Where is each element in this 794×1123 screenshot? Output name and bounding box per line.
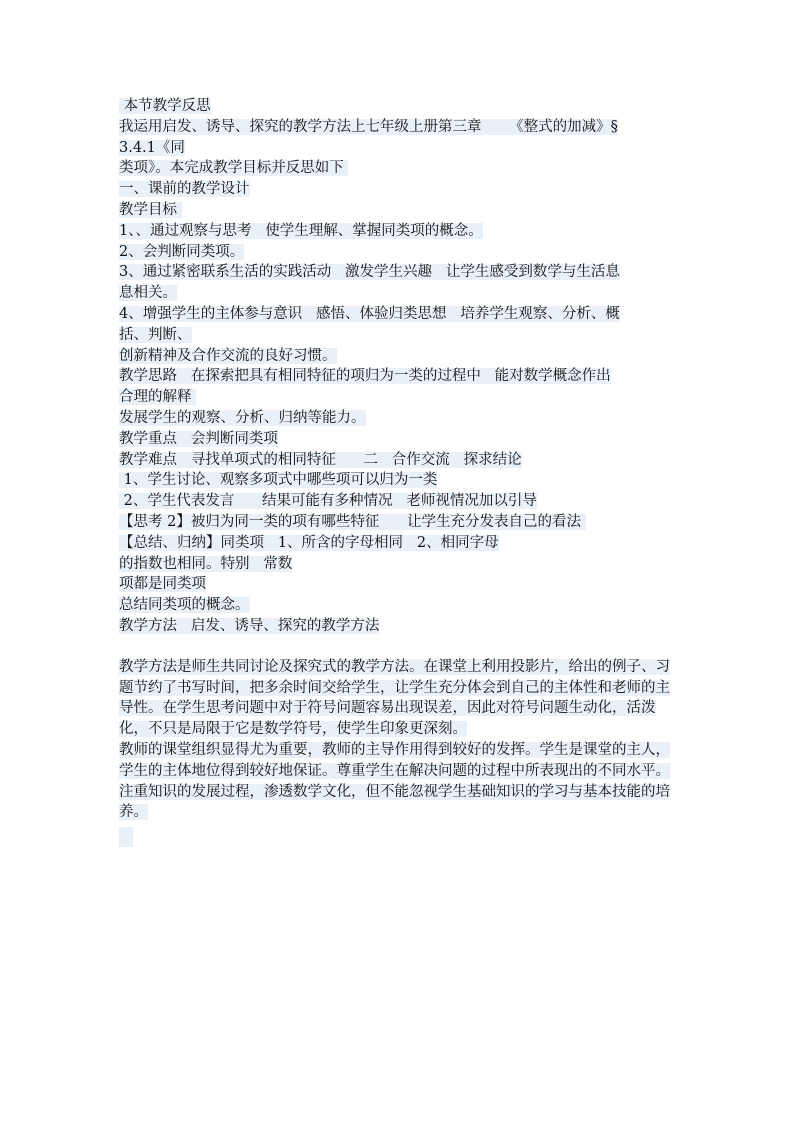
doc-line: 总结同类项的概念。 [119,597,250,614]
doc-line: 类项》。本完成教学目标并反思如下 [119,160,349,177]
doc-line: 2、学生代表发言 结果可能有多种情况 老师视情况加以引导 [119,493,537,510]
doc-line: 【思考 2】被归为同一类的项有哪些特征 让学生充分发表自己的看法 [119,513,586,530]
doc-line: 括、判断、 [119,326,192,343]
doc-line: 的指数也相同。特别 常数 [119,555,293,572]
doc-line: 1、学生讨论、观察多项式中哪些项可以归为一类 [119,472,438,489]
document-body [119,96,679,854]
doc-line-title: 本节教学反思 [119,98,211,114]
doc-line: 教学难点 寻找单项式的相同特征 二 合作交流 探求结论 [119,451,522,468]
doc-line: 项都是同类项 [119,576,206,593]
doc-line: 4、增强学生的主体参与意识 感悟、体验归类思想 培养学生观察、分析、概 [119,305,620,322]
text-cursor-block [119,827,133,847]
doc-line: 教学方法 启发、诱导、探究的教学方法 [119,617,380,634]
paragraph: 注重知识的发展过程，渗透数学文化，但不能忽视学生基础知识的学习与基本技能的培养。 [119,783,670,821]
doc-line: 息相关。 [119,285,177,302]
doc-line: 1、、通过观察与思考 使学生理解、掌握同类项的概念。 [119,222,483,239]
doc-line: 2、会判断同类项。 [119,243,245,260]
doc-line: 3.4.1《同 [119,139,185,156]
doc-line: 教学重点 会判断同类项 [119,430,278,447]
doc-line: 合理的解释 [119,389,197,406]
doc-section-heading: 一、课前的教学设计 [119,181,250,198]
doc-line: 发展学生的观察、分析、归纳等能力。 [119,409,366,426]
paragraph: 教师的课堂组织显得尤为重要，教师的主导作用得到较好的发挥。学生是课堂的主人，学生的主体地位得到较好地保证。尊重学生在解决问题的过程中所表现出的不同水平。 [119,741,670,779]
doc-line: 创新精神及合作交流的良好习惯。 [119,347,337,364]
doc-line: 【总结、归纳】同类项 1、所含的字母相同 2、相同字母 [119,534,499,551]
doc-line: 教学思路 在探索把具有相同特征的项归为一类的过程中 能对数学概念作出 [119,368,611,385]
doc-line: 教学目标 [119,201,182,218]
doc-line: 3、通过紧密联系生活的实践活动 激发学生兴趣 让学生感受到数学与生活息 [119,264,620,281]
paragraph-gap [119,637,679,657]
paragraph: 教学方法是师生共同讨论及探究式的教学方法。在课堂上利用投影片，给出的例子、习题节约了书写时间，把多余时间交给学生，让学生充分体会到自己的主体性和老师的主导性。在学生思考问题中对于符号问题容易出现误差，因此对符号问题生动化，活泼化，不只是局限于它是数学符号，使学生印象更深刻。 [119,658,670,738]
doc-line: 我运用启发、诱导、探究的教学方法上七年级上册第三章 《整式的加减》§ [119,118,618,135]
